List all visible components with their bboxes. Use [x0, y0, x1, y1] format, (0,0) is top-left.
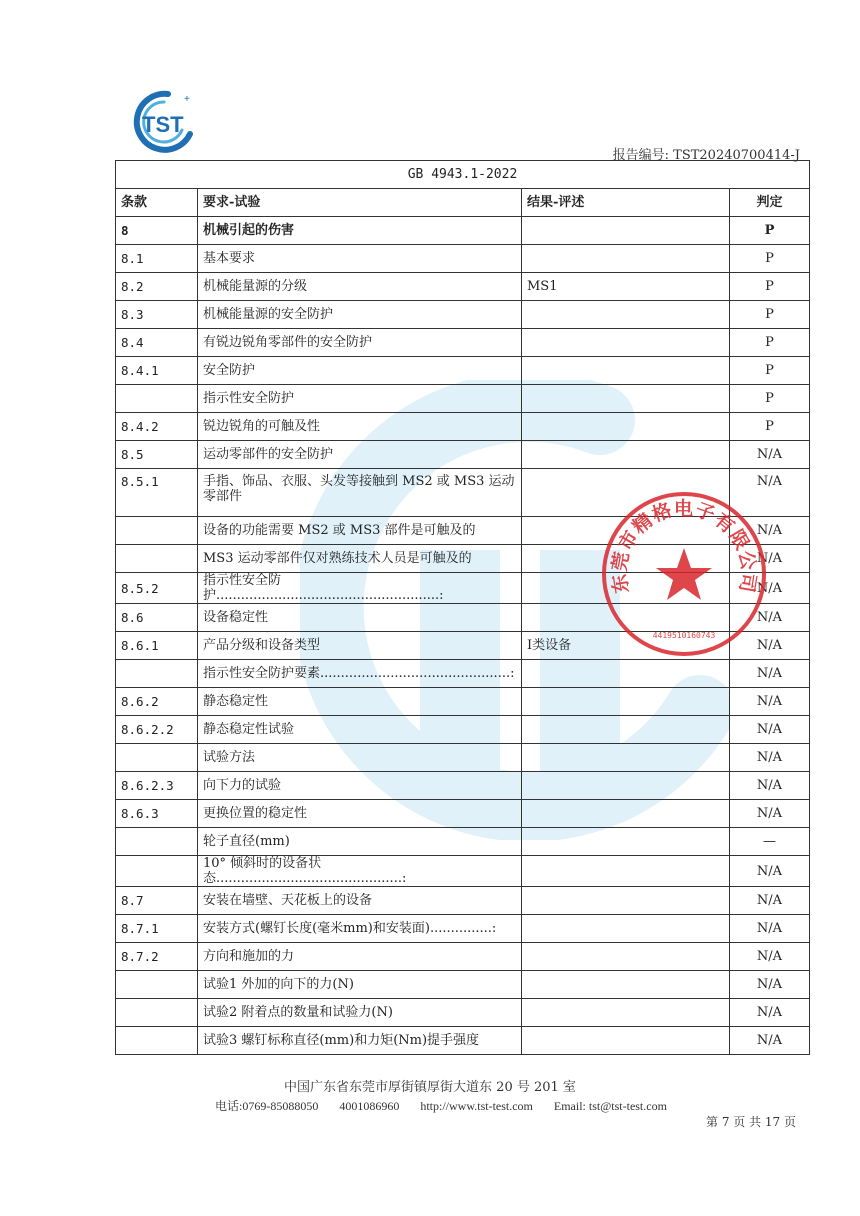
- svg-text:4419510160743: 4419510160743: [652, 631, 716, 640]
- clause-cell: [116, 999, 198, 1027]
- clause-cell: 8.4.2: [116, 413, 198, 441]
- result-cell: [522, 744, 730, 772]
- verdict-cell: N/A: [730, 573, 810, 604]
- table-row: [116, 772, 810, 800]
- requirement-cell: 方向和施加的力: [198, 943, 522, 971]
- requirement-cell: 指示性安全防护: [198, 385, 522, 413]
- verdict-cell: N/A: [730, 915, 810, 943]
- result-cell: [522, 469, 730, 517]
- clause-cell: [116, 1027, 198, 1055]
- table-row: [116, 517, 810, 545]
- verdict-cell: N/A: [730, 800, 810, 828]
- company-logo: [128, 88, 200, 154]
- footer-email[interactable]: Email: tst@tst-test.com: [553, 1099, 667, 1113]
- result-cell: [522, 828, 730, 856]
- verdict-cell: N/A: [730, 545, 810, 573]
- table-row: [116, 632, 810, 660]
- clause-cell: 8.7: [116, 887, 198, 915]
- verdict-cell: P: [730, 385, 810, 413]
- verdict-cell: N/A: [730, 971, 810, 999]
- table-row: [116, 828, 810, 856]
- table-row: [116, 856, 810, 887]
- clause-cell: 8.5.2: [116, 573, 198, 604]
- result-cell: [522, 688, 730, 716]
- clause-cell: [116, 828, 198, 856]
- requirement-cell: 指示性安全防护要素..............................................:: [198, 660, 522, 688]
- requirement-cell: 轮子直径(mm): [198, 828, 522, 856]
- table-row: [116, 971, 810, 999]
- verdict-cell: N/A: [730, 1027, 810, 1055]
- result-cell: [522, 301, 730, 329]
- col-header-requirement: 要求-试验: [198, 189, 522, 217]
- report-number: 报告编号: TST20240700414-J: [612, 148, 800, 163]
- requirement-cell: 试验2 附着点的数量和试验力(N): [198, 999, 522, 1027]
- clause-cell: 8.5: [116, 441, 198, 469]
- requirement-cell: MS3 运动零部件仅对熟练技术人员是可触及的: [198, 545, 522, 573]
- clause-cell: 8.4: [116, 329, 198, 357]
- verdict-cell: —: [730, 828, 810, 856]
- footer-phone: 电话:0769-85088050: [215, 1099, 319, 1113]
- table-row: [116, 800, 810, 828]
- result-cell: [522, 915, 730, 943]
- table-row: [116, 573, 810, 604]
- requirement-cell: 有锐边锐角零部件的安全防护: [198, 329, 522, 357]
- header-row: [116, 189, 810, 217]
- verdict-cell: N/A: [730, 688, 810, 716]
- verdict-cell: N/A: [730, 716, 810, 744]
- table-row: [116, 385, 810, 413]
- requirement-cell: 设备稳定性: [198, 604, 522, 632]
- standard-row: [116, 161, 810, 189]
- result-cell: [522, 999, 730, 1027]
- result-cell: [522, 887, 730, 915]
- footer-address: 中国广东省东莞市厚街镇厚街大道东 20 号 201 室: [284, 1080, 576, 1095]
- result-cell: [522, 604, 730, 632]
- result-cell: [522, 413, 730, 441]
- verdict-cell: P: [730, 217, 810, 245]
- table-row: [116, 441, 810, 469]
- footer-website[interactable]: http://www.tst-test.com: [420, 1099, 533, 1113]
- requirement-cell: 产品分级和设备类型: [198, 632, 522, 660]
- table-row: [116, 915, 810, 943]
- clause-cell: 8.6.1: [116, 632, 198, 660]
- clause-cell: [116, 744, 198, 772]
- clause-cell: 8.6: [116, 604, 198, 632]
- col-header-clause: 条款: [116, 189, 198, 217]
- requirement-cell: 指示性安全防护......................................................:: [198, 573, 522, 604]
- requirement-cell: 机械能量源的分级: [198, 273, 522, 301]
- clause-cell: [116, 971, 198, 999]
- result-cell: [522, 329, 730, 357]
- requirement-cell: 向下力的试验: [198, 772, 522, 800]
- svg-text:+: +: [184, 94, 190, 105]
- result-cell: [522, 800, 730, 828]
- result-cell: [522, 357, 730, 385]
- result-cell: [522, 660, 730, 688]
- result-cell: [522, 943, 730, 971]
- table-row: [116, 329, 810, 357]
- clause-cell: 8: [116, 217, 198, 245]
- result-cell: [522, 971, 730, 999]
- verdict-cell: N/A: [730, 772, 810, 800]
- clause-cell: 8.6.3: [116, 800, 198, 828]
- verdict-cell: N/A: [730, 887, 810, 915]
- result-cell: [522, 772, 730, 800]
- verdict-cell: P: [730, 273, 810, 301]
- clause-cell: [116, 545, 198, 573]
- clause-cell: [116, 517, 198, 545]
- table-row: [116, 217, 810, 245]
- requirement-cell: 10° 倾斜时的设备状态.............................................:: [198, 856, 522, 887]
- requirement-cell: 静态稳定性试验: [198, 716, 522, 744]
- clause-cell: 8.2: [116, 273, 198, 301]
- verdict-cell: P: [730, 329, 810, 357]
- verdict-cell: N/A: [730, 441, 810, 469]
- col-header-result: 结果-评述: [522, 189, 730, 217]
- footer-contact: [215, 1097, 685, 1114]
- requirement-cell: 基本要求: [198, 245, 522, 273]
- requirement-cell: 安装在墙壁、天花板上的设备: [198, 887, 522, 915]
- result-cell: [522, 217, 730, 245]
- verdict-cell: N/A: [730, 943, 810, 971]
- requirement-cell: 手指、饰品、衣服、头发等接触到 MS2 或 MS3 运动零部件: [198, 469, 522, 517]
- table-row: [116, 1027, 810, 1055]
- result-cell: [522, 856, 730, 887]
- requirement-cell: 机械引起的伤害: [198, 217, 522, 245]
- result-cell: [522, 573, 730, 604]
- table-row: [116, 887, 810, 915]
- requirement-cell: 试验1 外加的向下的力(N): [198, 971, 522, 999]
- table-row: [116, 413, 810, 441]
- verdict-cell: N/A: [730, 604, 810, 632]
- table-row: [116, 245, 810, 273]
- svg-text:东莞市精格电子有限公司: 东莞市精格电子有限公司: [608, 497, 760, 595]
- table-row: [116, 943, 810, 971]
- footer-hotline: 4001086960: [339, 1099, 400, 1113]
- table-row: [116, 999, 810, 1027]
- clause-cell: 8.6.2: [116, 688, 198, 716]
- verdict-cell: N/A: [730, 856, 810, 887]
- table-row: [116, 660, 810, 688]
- verdict-cell: N/A: [730, 632, 810, 660]
- result-cell: I类设备: [522, 632, 730, 660]
- result-cell: [522, 385, 730, 413]
- clause-cell: 8.1: [116, 245, 198, 273]
- clause-cell: [116, 385, 198, 413]
- verdict-cell: N/A: [730, 469, 810, 517]
- verdict-cell: P: [730, 413, 810, 441]
- clause-cell: 8.6.2.2: [116, 716, 198, 744]
- verdict-cell: N/A: [730, 660, 810, 688]
- clause-cell: [116, 660, 198, 688]
- table-row: [116, 744, 810, 772]
- requirement-cell: 机械能量源的安全防护: [198, 301, 522, 329]
- requirement-cell: 更换位置的稳定性: [198, 800, 522, 828]
- verdict-cell: P: [730, 357, 810, 385]
- table-row: [116, 469, 810, 517]
- clause-cell: 8.3: [116, 301, 198, 329]
- table-row: [116, 716, 810, 744]
- table-row: [116, 273, 810, 301]
- table-row: [116, 604, 810, 632]
- requirement-cell: 试验方法: [198, 744, 522, 772]
- requirement-cell: 安全防护: [198, 357, 522, 385]
- result-cell: [522, 1027, 730, 1055]
- result-cell: [522, 245, 730, 273]
- requirement-cell: 静态稳定性: [198, 688, 522, 716]
- clause-cell: 8.7.1: [116, 915, 198, 943]
- verdict-cell: N/A: [730, 517, 810, 545]
- result-cell: [522, 545, 730, 573]
- verdict-cell: P: [730, 245, 810, 273]
- requirement-cell: 设备的功能需要 MS2 或 MS3 部件是可触及的: [198, 517, 522, 545]
- table-row: [116, 301, 810, 329]
- table-row: [116, 545, 810, 573]
- clause-cell: 8.5.1: [116, 469, 198, 517]
- clause-cell: [116, 856, 198, 887]
- verdict-cell: N/A: [730, 999, 810, 1027]
- requirement-cell: 安装方式(螺钉长度(毫米mm)和安装面)...............:: [198, 915, 522, 943]
- result-cell: MS1: [522, 273, 730, 301]
- requirement-cell: 锐边锐角的可触及性: [198, 413, 522, 441]
- clause-cell: 8.7.2: [116, 943, 198, 971]
- clause-cell: 8.6.2.3: [116, 772, 198, 800]
- table-row: [116, 357, 810, 385]
- verdict-cell: P: [730, 301, 810, 329]
- standard-title: GB 4943.1-2022: [116, 161, 810, 189]
- result-cell: [522, 517, 730, 545]
- requirement-cell: 试验3 螺钉标称直径(mm)和力矩(Nm)提手强度: [198, 1027, 522, 1055]
- col-header-verdict: 判定: [730, 189, 810, 217]
- result-cell: [522, 716, 730, 744]
- clause-cell: 8.4.1: [116, 357, 198, 385]
- table-row: [116, 688, 810, 716]
- inspection-table: [115, 160, 810, 1055]
- verdict-cell: N/A: [730, 744, 810, 772]
- svg-text:TST: TST: [142, 112, 184, 137]
- page-number: 第 7 页 共 17 页: [706, 1115, 796, 1129]
- result-cell: [522, 441, 730, 469]
- requirement-cell: 运动零部件的安全防护: [198, 441, 522, 469]
